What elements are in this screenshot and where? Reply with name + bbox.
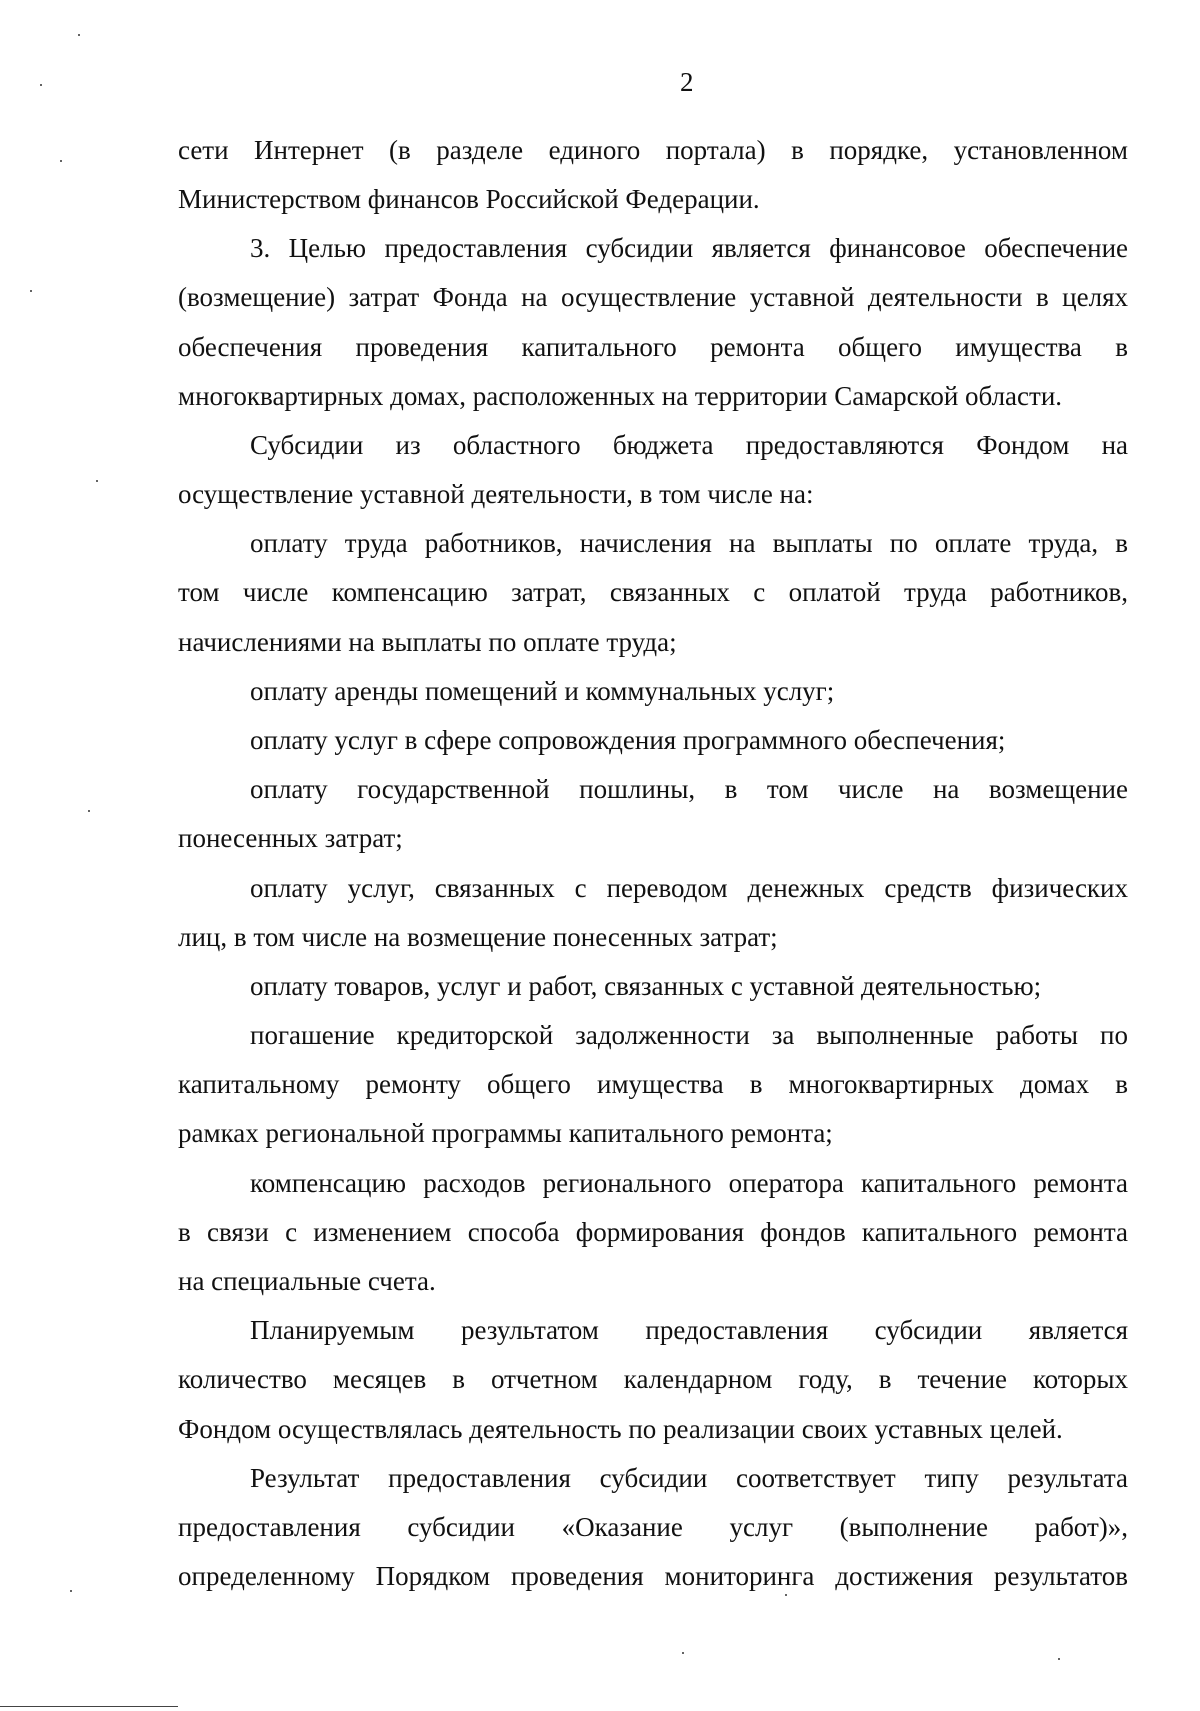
scan-speck <box>30 290 32 292</box>
scan-speck <box>682 1652 684 1654</box>
text-line: погашение кредиторской задолженности за выполненные работы по <box>250 1020 1128 1050</box>
text-line: капитальному ремонту общего имущества в многоквартирных домах в <box>178 1069 1128 1099</box>
text-line: количество месяцев в отчетном календарном году, в течение которых <box>178 1364 1128 1394</box>
text-line: сети Интернет (в разделе единого портала) в порядке, установленном <box>178 135 1128 165</box>
text-line: обеспечения проведения капитального ремонта общего имущества в <box>178 332 1128 362</box>
text-line: на специальные счета. <box>178 1266 436 1296</box>
page-number: 2 <box>680 67 694 97</box>
scan-speck <box>96 480 98 482</box>
text-line: осуществление уставной деятельности, в том числе на: <box>178 479 814 509</box>
text-line: компенсацию расходов регионального оператора капитального ремонта <box>250 1168 1128 1198</box>
text-line: многоквартирных домах, расположенных на территории Самарской области. <box>178 381 1063 411</box>
text-line: Фондом осуществлялась деятельность по реализации своих уставных целей. <box>178 1414 1063 1444</box>
text-line: понесенных затрат; <box>178 823 403 853</box>
text-line: оплату товаров, услуг и работ, связанных с уставной деятельностью; <box>250 971 1042 1001</box>
text-line: оплату государственной пошлины, в том числе на возмещение <box>250 774 1128 804</box>
text-line: оплату услуг, связанных с переводом денежных средств физических <box>250 873 1128 903</box>
text-line: оплату услуг в сфере сопровождения программного обеспечения; <box>250 725 1006 755</box>
scan-speck <box>60 160 62 162</box>
text-line: в связи с изменением способа формирования фондов капитального ремонта <box>178 1217 1128 1247</box>
text-line: 3. Целью предоставления субсидии является финансовое обеспечение <box>250 233 1128 263</box>
scan-speck <box>785 1594 787 1596</box>
scan-speck <box>70 1590 72 1592</box>
text-line: (возмещение) затрат Фонда на осуществление уставной деятельности в целях <box>178 282 1128 312</box>
scan-speck <box>78 34 80 36</box>
text-line: Министерством финансов Российской Федерации. <box>178 184 760 214</box>
text-line: рамках региональной программы капитального ремонта; <box>178 1118 833 1148</box>
text-line: оплату аренды помещений и коммунальных услуг; <box>250 676 835 706</box>
text-line: Планируемым результатом предоставления субсидии является <box>250 1315 1128 1345</box>
text-line: Результат предоставления субсидии соответствует типу результата <box>250 1463 1128 1493</box>
text-line: лиц, в том числе на возмещение понесенных затрат; <box>178 922 778 952</box>
text-line: предоставления субсидии «Оказание услуг (выполнение работ)», <box>178 1512 1128 1542</box>
scan-speck <box>40 84 42 86</box>
scan-speck <box>88 810 90 812</box>
text-line: определенному Порядком проведения мониторинга достижения результатов <box>178 1561 1128 1591</box>
text-line: оплату труда работников, начисления на выплаты по оплате труда, в <box>250 528 1128 558</box>
text-line: Субсидии из областного бюджета предоставляются Фондом на <box>250 430 1128 460</box>
scan-edge-line <box>0 1706 178 1707</box>
scan-speck <box>1058 1658 1060 1660</box>
text-line: начислениями на выплаты по оплате труда; <box>178 627 677 657</box>
text-line: том числе компенсацию затрат, связанных с оплатой труда работников, <box>178 577 1128 607</box>
